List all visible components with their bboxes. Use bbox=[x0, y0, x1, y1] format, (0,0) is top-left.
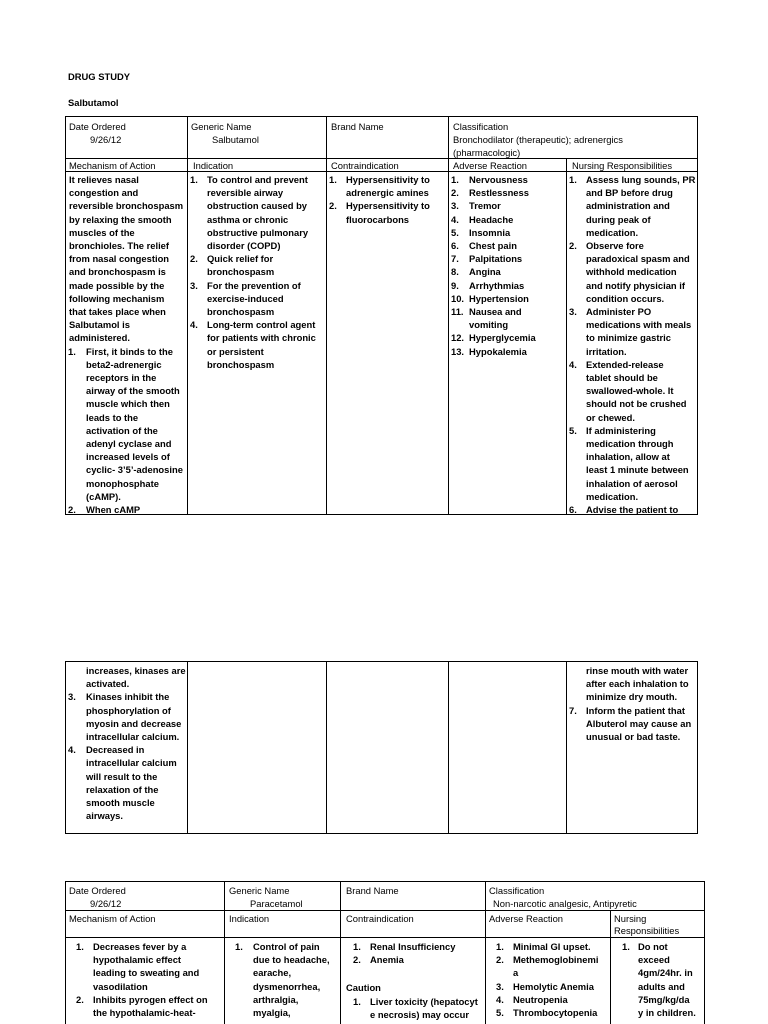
list-number: 10. bbox=[451, 292, 465, 304]
list-item bbox=[69, 503, 183, 516]
list-number: 1. bbox=[68, 345, 76, 357]
list-item-line: When cAMP bbox=[86, 504, 141, 516]
mechanism-continued-list bbox=[69, 690, 186, 822]
list-item-line: adenyl cyclase and bbox=[86, 438, 172, 450]
list-item bbox=[69, 743, 186, 822]
list-item bbox=[451, 239, 536, 252]
list-item-line: Arrhythmias bbox=[469, 279, 525, 291]
p-generic-name-value: Paracetamol bbox=[250, 898, 303, 909]
list-item-line: least 1 minute between bbox=[586, 464, 689, 476]
list-item bbox=[190, 252, 316, 278]
list-item-line: or chewed. bbox=[586, 411, 635, 423]
list-number: 2. bbox=[68, 504, 76, 516]
list-number: 1. bbox=[451, 174, 459, 185]
list-item bbox=[190, 318, 316, 371]
list-number: 1. bbox=[190, 174, 198, 185]
mechanism-list bbox=[69, 345, 183, 517]
list-number: 3. bbox=[496, 980, 504, 992]
list-number: 2. bbox=[329, 200, 337, 212]
list-number: 3. bbox=[451, 200, 459, 212]
nursing-list bbox=[569, 173, 695, 516]
list-item-line: Palpitations bbox=[469, 253, 523, 265]
list-number: 8. bbox=[451, 266, 459, 278]
list-item-line: medication. bbox=[586, 490, 639, 502]
list-item-line: a bbox=[513, 967, 519, 979]
p-brand-name-label: Brand Name bbox=[346, 885, 399, 896]
list-item bbox=[353, 940, 478, 953]
contraindication-cell bbox=[329, 173, 430, 226]
list-item-line: Hypersensitivity to bbox=[346, 200, 430, 212]
list-item-line: Hypersensitivity to bbox=[346, 174, 430, 185]
list-item-line: Administer PO bbox=[586, 306, 652, 318]
p-col-nursing-2: Responsibilities bbox=[614, 925, 680, 936]
p-mechanism-cell bbox=[76, 940, 208, 1019]
list-number: 2. bbox=[76, 993, 84, 1005]
nursing-cell bbox=[569, 173, 695, 516]
document-title: DRUG STUDY bbox=[68, 71, 130, 82]
list-number: 2. bbox=[190, 253, 198, 265]
text-line: muscles of the bbox=[69, 226, 135, 238]
list-item bbox=[569, 239, 695, 305]
list-item-line: (cAMP). bbox=[86, 490, 121, 502]
list-item-line: reversible airway bbox=[207, 187, 284, 199]
list-item-line: myalgia, bbox=[253, 1007, 291, 1019]
list-number: 7. bbox=[569, 704, 577, 716]
mechanism-cell-continued bbox=[69, 664, 186, 822]
list-item-line: due to headache, bbox=[253, 954, 330, 966]
list-item bbox=[496, 1006, 598, 1019]
list-item-line: For the prevention of bbox=[207, 279, 301, 291]
col-nursing: Nursing Responsibilities bbox=[572, 160, 673, 171]
p-contraindication-cell bbox=[346, 940, 478, 1021]
list-number: 2. bbox=[569, 240, 577, 252]
text-line: rinse mouth with water bbox=[586, 665, 689, 676]
list-item-line: intracellular calcium. bbox=[86, 731, 180, 743]
list-item-line: Methemoglobinemi bbox=[513, 954, 599, 966]
list-number: 12. bbox=[451, 332, 465, 344]
list-item-line: Hypokalemia bbox=[469, 345, 527, 357]
text-line: and bronchospasm is bbox=[69, 266, 166, 278]
p-classification-label: Classification bbox=[489, 885, 545, 896]
list-item-line: muscle which then bbox=[86, 398, 170, 410]
list-item bbox=[451, 173, 536, 186]
list-number: 1. bbox=[353, 941, 361, 952]
list-item-line: relaxation of the bbox=[86, 783, 159, 795]
nursing-continued-text bbox=[569, 664, 691, 704]
mechanism-intro bbox=[69, 173, 183, 345]
list-item bbox=[569, 424, 695, 503]
list-item-line: asthma or chronic bbox=[207, 213, 289, 225]
list-item bbox=[190, 173, 316, 252]
list-number: 1. bbox=[329, 174, 337, 185]
list-item-line: smooth muscle bbox=[86, 797, 155, 809]
p-col-mechanism: Mechanism of Action bbox=[69, 913, 156, 924]
list-item-line: increased levels of bbox=[86, 451, 170, 463]
list-item-line: Hypertension bbox=[469, 292, 529, 304]
list-item-line: obstruction caused by bbox=[207, 200, 308, 212]
list-item-line: paradoxical spasm and bbox=[586, 253, 690, 265]
p-classification-value: Non-narcotic analgesic, Antipyretic bbox=[493, 898, 637, 909]
list-item-line: Hyperglycemia bbox=[469, 332, 536, 344]
list-item-line: If administering bbox=[586, 424, 656, 436]
list-item-line: unusual or bad taste. bbox=[586, 731, 681, 743]
list-item-line: and notify physician if bbox=[586, 279, 685, 291]
generic-name-value: Salbutamol bbox=[212, 134, 259, 145]
list-item bbox=[569, 305, 695, 358]
list-number: 4. bbox=[68, 744, 76, 756]
list-item-line: adults and bbox=[638, 980, 685, 992]
list-number: 13. bbox=[451, 345, 465, 357]
list-number: 5. bbox=[496, 1007, 504, 1019]
p-caution-label: Caution bbox=[346, 982, 381, 994]
text-line: reversible bronchospasm bbox=[69, 200, 184, 212]
list-item-line: bronchospasm bbox=[207, 306, 275, 318]
classification-value-line-2: (pharmacologic) bbox=[453, 147, 521, 158]
text-line: minimize dry mouth. bbox=[586, 691, 678, 703]
text-line: administered. bbox=[69, 332, 130, 344]
list-item-line: Neutropenia bbox=[513, 993, 568, 1005]
list-number: 5. bbox=[451, 226, 459, 238]
list-number: 4. bbox=[451, 213, 459, 225]
list-item-line: Tremor bbox=[469, 200, 501, 212]
adverse-list bbox=[451, 173, 536, 358]
list-item-line: arthralgia, bbox=[253, 993, 299, 1005]
list-item-line: or persistent bbox=[207, 345, 264, 357]
p-date-ordered-label: Date Ordered bbox=[69, 885, 126, 896]
list-item bbox=[496, 993, 598, 1006]
p-col-nursing: Nursing bbox=[614, 913, 647, 924]
list-item-line: airways. bbox=[86, 810, 124, 822]
list-item-line: Decreased in bbox=[86, 744, 145, 756]
list-item-line: activation of the bbox=[86, 424, 158, 436]
list-number: 1. bbox=[622, 941, 630, 952]
list-item-line: hypothalamic effect bbox=[93, 954, 182, 966]
list-item bbox=[569, 358, 695, 424]
list-item-line: exercise-induced bbox=[207, 292, 284, 304]
list-item bbox=[451, 252, 536, 265]
p-adverse-list bbox=[496, 940, 598, 1019]
list-item-line: Inform the patient that bbox=[586, 704, 685, 716]
nursing-continued-list bbox=[569, 704, 691, 744]
list-item-line: withhold medication bbox=[586, 266, 677, 278]
text-line: congestion and bbox=[69, 187, 139, 199]
text-line: made possible by the bbox=[69, 279, 165, 291]
list-item-line: Kinases inhibit the bbox=[86, 691, 170, 703]
list-item bbox=[451, 279, 536, 292]
p-mechanism-list bbox=[76, 940, 208, 1019]
list-item-line: leads to the bbox=[86, 411, 139, 423]
list-number: 4. bbox=[190, 319, 198, 331]
text-line: increases, kinases are bbox=[86, 665, 186, 676]
list-number: 5. bbox=[569, 424, 577, 436]
list-item-line: Minimal GI upset. bbox=[513, 941, 591, 952]
list-number: 11. bbox=[451, 306, 464, 318]
list-item bbox=[451, 331, 536, 344]
col-contraindication: Contraindication bbox=[331, 160, 399, 171]
list-item-line: Restlessness bbox=[469, 187, 529, 199]
list-item-line: Assess lung sounds, PR bbox=[586, 174, 696, 185]
list-item-line: dysmenorrhea, bbox=[253, 980, 321, 992]
list-number: 1. bbox=[496, 941, 504, 952]
list-item bbox=[76, 940, 208, 993]
list-item-line: bronchospasm bbox=[207, 358, 275, 370]
p-col-indication: Indication bbox=[229, 913, 270, 924]
list-item bbox=[451, 345, 536, 358]
list-item-line: To control and prevent bbox=[207, 174, 308, 185]
indication-cell bbox=[190, 173, 316, 371]
list-item-line: inhalation of aerosol bbox=[586, 477, 678, 489]
text-line: bronchioles. The relief bbox=[69, 240, 170, 252]
list-item-line: inhalation, allow at bbox=[586, 451, 670, 463]
nursing-cell-continued bbox=[569, 664, 691, 743]
list-item-line: 4gm/24hr. in bbox=[638, 967, 693, 979]
list-item-line: medication. bbox=[586, 226, 639, 238]
list-item bbox=[451, 226, 536, 239]
list-item-line: administration and bbox=[586, 200, 670, 212]
p-caution-list bbox=[353, 995, 478, 1021]
list-item bbox=[569, 503, 695, 516]
list-item bbox=[451, 265, 536, 278]
list-item-line: monophosphate bbox=[86, 477, 159, 489]
mechanism-cell bbox=[69, 173, 183, 516]
list-item bbox=[451, 199, 536, 212]
list-number: 1. bbox=[235, 941, 243, 952]
list-item-line: Long-term control agent bbox=[207, 319, 316, 331]
p-generic-name-label: Generic Name bbox=[229, 885, 290, 896]
list-item-line: medications with meals bbox=[586, 319, 692, 331]
list-number: 2. bbox=[496, 954, 504, 966]
list-number: 7. bbox=[451, 253, 459, 265]
list-item-line: phosphorylation of bbox=[86, 704, 171, 716]
p-indication-list bbox=[235, 940, 330, 1019]
list-number: 2. bbox=[353, 954, 361, 966]
list-item bbox=[235, 940, 330, 1019]
text-line: that takes place when bbox=[69, 306, 166, 318]
list-item bbox=[451, 213, 536, 226]
date-ordered-label: Date Ordered bbox=[69, 121, 126, 132]
list-item bbox=[496, 953, 598, 979]
list-number: 1. bbox=[76, 941, 84, 952]
text-line: It relieves nasal bbox=[69, 174, 139, 185]
drug-name: Salbutamol bbox=[68, 97, 119, 108]
list-number: 6. bbox=[451, 240, 459, 252]
list-number: 6. bbox=[569, 504, 577, 516]
col-adverse: Adverse Reaction bbox=[453, 160, 527, 171]
list-item-line: Insomnia bbox=[469, 226, 511, 238]
list-item-line: bronchospasm bbox=[207, 266, 275, 278]
list-item-line: Quick relief for bbox=[207, 253, 274, 265]
list-item-line: First, it binds to the bbox=[86, 345, 173, 357]
list-item-line: exceed bbox=[638, 954, 670, 966]
list-number: 9. bbox=[451, 279, 459, 291]
classification-label: Classification bbox=[453, 121, 509, 132]
list-item-line: to minimize gastric bbox=[586, 332, 671, 344]
list-item-line: receptors in the bbox=[86, 372, 157, 384]
p-nursing-list bbox=[622, 940, 696, 1019]
list-number: 3. bbox=[569, 306, 577, 318]
list-item-line: myosin and decrease bbox=[86, 717, 182, 729]
list-item-line: disorder (COPD) bbox=[207, 240, 281, 252]
list-item-line: earache, bbox=[253, 967, 292, 979]
list-item bbox=[329, 173, 430, 199]
p-indication-cell bbox=[235, 940, 330, 1019]
list-item-line: the hypothalamic-heat- bbox=[93, 1007, 196, 1019]
list-item-line: Albuterol may cause an bbox=[586, 717, 692, 729]
text-line: from nasal congestion bbox=[69, 253, 170, 265]
list-item-line: intracellular calcium bbox=[86, 757, 177, 769]
list-item bbox=[451, 305, 536, 331]
list-item-line: Anemia bbox=[370, 954, 404, 966]
list-item bbox=[496, 940, 598, 953]
adverse-cell bbox=[451, 173, 536, 358]
list-item-line: Decreases fever by a bbox=[93, 941, 187, 952]
list-item-line: Inhibits pyrogen effect on bbox=[93, 993, 208, 1005]
list-item bbox=[329, 199, 430, 225]
list-number: 2. bbox=[451, 187, 459, 199]
list-item-line: vomiting bbox=[469, 319, 509, 331]
contraindication-list bbox=[329, 173, 430, 226]
list-item bbox=[353, 995, 478, 1021]
list-item-line: Extended-release bbox=[586, 358, 664, 370]
text-line: after each inhalation to bbox=[586, 678, 689, 690]
list-item-line: Thrombocytopenia bbox=[513, 1007, 598, 1019]
list-item-line: will result to the bbox=[86, 770, 158, 782]
list-item-line: condition occurs. bbox=[586, 292, 665, 304]
list-item-line: Nausea and bbox=[469, 306, 522, 318]
list-item-line: airway of the smooth bbox=[86, 385, 180, 397]
p-nursing-cell bbox=[622, 940, 696, 1019]
list-item-line: Chest pain bbox=[469, 240, 517, 252]
list-item-line: y in children. bbox=[638, 1007, 696, 1019]
col-indication: Indication bbox=[193, 160, 234, 171]
list-item bbox=[69, 690, 186, 743]
list-number: 3. bbox=[190, 279, 198, 291]
p-date-ordered-value: 9/26/12 bbox=[90, 898, 122, 909]
text-line: Salbutamol is bbox=[69, 319, 130, 331]
list-item bbox=[451, 186, 536, 199]
list-item-line: irritation. bbox=[586, 345, 627, 357]
list-item-line: Observe fore bbox=[586, 240, 644, 252]
classification-value-line-1: Bronchodilator (therapeutic); adrenergics bbox=[453, 134, 623, 145]
col-mechanism: Mechanism of Action bbox=[69, 160, 156, 171]
list-item bbox=[76, 993, 208, 1019]
list-number: 1. bbox=[569, 174, 577, 185]
list-item-line: adrenergic amines bbox=[346, 187, 429, 199]
p-col-adverse: Adverse Reaction bbox=[489, 913, 563, 924]
list-item-line: e necrosis) may occur bbox=[370, 1008, 470, 1020]
list-number: 1. bbox=[353, 995, 361, 1007]
list-item-line: Hemolytic Anemia bbox=[513, 980, 594, 992]
list-item-line: 75mg/kg/da bbox=[638, 993, 690, 1005]
p-contraindication-list bbox=[353, 940, 478, 966]
list-item-line: vasodilation bbox=[93, 980, 148, 992]
list-item-line: should not be crushed bbox=[586, 398, 687, 410]
list-item bbox=[69, 345, 183, 503]
list-number: 3. bbox=[68, 691, 76, 703]
list-item-line: cyclic- 3’5’-adenosine bbox=[86, 464, 183, 476]
date-ordered-value: 9/26/12 bbox=[90, 134, 122, 145]
list-item bbox=[569, 173, 695, 239]
list-item-line: Do not bbox=[638, 941, 668, 952]
mechanism-continued-text bbox=[69, 664, 186, 690]
list-item-line: Headache bbox=[469, 213, 514, 225]
list-item bbox=[622, 940, 696, 1019]
list-item-line: Nervousness bbox=[469, 174, 528, 185]
list-number: 4. bbox=[496, 993, 504, 1005]
list-item-line: swallowed-whole. It bbox=[586, 385, 674, 397]
indication-list bbox=[190, 173, 316, 371]
list-item-line: tablet should be bbox=[586, 372, 658, 384]
list-item bbox=[451, 292, 536, 305]
list-item-line: leading to sweating and bbox=[93, 967, 200, 979]
list-item-line: Angina bbox=[469, 266, 501, 278]
text-line: by relaxing the smooth bbox=[69, 213, 172, 225]
list-item-line: for patients with chronic bbox=[207, 332, 316, 344]
list-item bbox=[569, 704, 691, 744]
list-item-line: obstructive pulmonary bbox=[207, 226, 309, 238]
list-item-line: and BP before drug bbox=[586, 187, 673, 199]
list-item-line: during peak of bbox=[586, 213, 651, 225]
brand-name-label: Brand Name bbox=[331, 121, 384, 132]
text-line: following mechanism bbox=[69, 292, 165, 304]
list-item-line: Advise the patient to bbox=[586, 504, 679, 516]
generic-name-label: Generic Name bbox=[191, 121, 252, 132]
list-item bbox=[496, 980, 598, 993]
p-col-contraindication: Contraindication bbox=[346, 913, 414, 924]
list-item bbox=[190, 279, 316, 319]
text-line: activated. bbox=[86, 678, 130, 690]
list-item-line: beta2-adrenergic bbox=[86, 358, 162, 370]
list-item-line: Renal Insufficiency bbox=[370, 941, 456, 952]
list-item-line: Control of pain bbox=[253, 941, 320, 952]
list-item-line: Liver toxicity (hepatocyt bbox=[370, 995, 478, 1007]
list-item bbox=[353, 953, 478, 966]
list-number: 4. bbox=[569, 358, 577, 370]
list-item-line: fluorocarbons bbox=[346, 213, 410, 225]
p-adverse-cell bbox=[496, 940, 598, 1019]
list-item-line: medication through bbox=[586, 438, 674, 450]
